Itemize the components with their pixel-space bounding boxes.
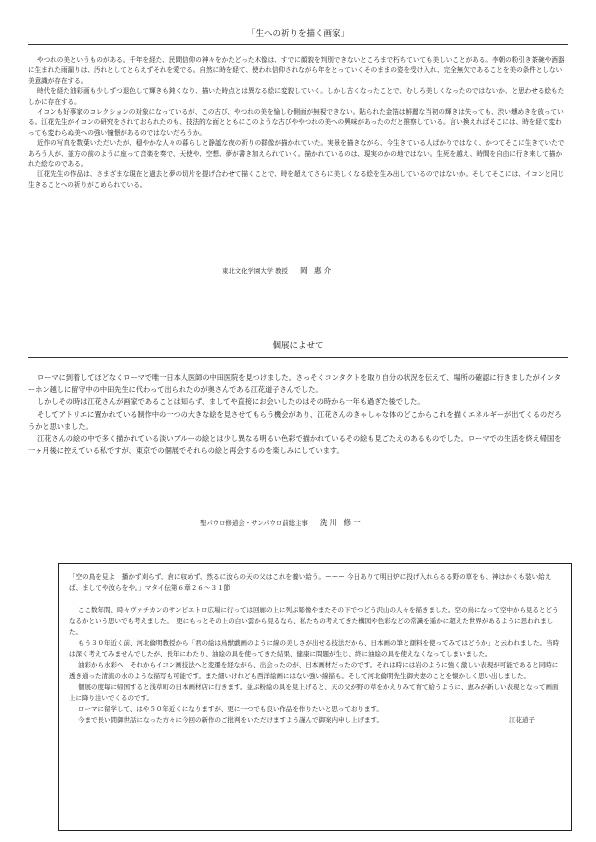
section2-paragraph: そしてアトリエに置かれている制作中の一つの大きな絵を見させてもらう機会があり、江花さんのきゃしゃな体のどこからこれを描くエネルギーが出てくるのだろうかと思いました。 xyxy=(28,409,562,431)
signature-name: 洗川 修一 xyxy=(319,518,363,527)
section2-paragraph: しかしその時は江花さんが画家であることは知らず、ましてや直接にお会いしたのはその時から一年も過ぎた後でした。 xyxy=(37,397,425,407)
statement-paragraph: ここ数年間、時々ヴァチカンのサンピエトロ広場に行っては回廊の上に列ぶ彫像やまたその下でつどう沢山の人々を描きました。空の鳥になって空中から見るとどうなるかという思いでも考えました。 更にもっとその上の白い雲から見るなら、私たちの考えてきた構図や色彩などの常識を遥かに超えた世界があるように思われました。 xyxy=(69,606,559,637)
signature-affiliation: 聖パウロ修道会・サンパウロ前総主事 xyxy=(200,519,308,527)
section2-body xyxy=(28,372,568,457)
artist-statement-box xyxy=(58,563,572,831)
statement-paragraph: もう３０年近く前、河北倫明教授から「君の絵は鳥獣戯画のように線の美しさが出せる技法だから、日本画の筆と顔料を使ってみてはどうか」と云われました。当時は深く考えてみませんでしたが、長年にわたり、油絵の具を使ってきた結果、健康に問題が生じ、終に油絵の具を使えなくなってしまいました。 xyxy=(69,639,559,659)
signature-affiliation: 東北文化学園大学 教授 xyxy=(222,267,288,275)
section1-paragraph: 江花先生の作品は、さまざまな現在と過去と夢の切片を提げ合わせて描くことで、時を超えてさらに美しくなる絵を生み出しているのではないか。そしてそこには、イコンと同じ生きることへの祈りがこめられている。 xyxy=(28,170,565,189)
section1-paragraph: 近作の写真を数葉いただいたが、穏やかな人々の暮らしと静謐な夜の祈りの群像が描かれていた。実景を描きながら、今生きている人ばかりではなく、かつてそこに生きていたであろう人が、並方の前のように座って音楽を奏で、天使や、空想、夢が書き加えられていく。描かれているのは、現実のかの地ではない。生死を越え、時間を自由に行き来して描かれた絵なのである。 xyxy=(28,139,565,169)
section1-divider xyxy=(28,44,568,45)
section2-paragraph: 江花さんの絵の中で多く描かれている淡いブルーの絵とは少し異なる明るい色彩で描かれているその絵も見ごたえのあるものでした。ローマでの生活を終え帰国を一ヶ月後に控えている私ですが、東京での個展でそれらの絵と再会するのを楽しみにしています。 xyxy=(28,434,562,456)
statement-paragraph: ローマに留学して、はや５０年近くになりますが、更に一つでも良い作品を作りたいと思っております。 xyxy=(78,705,383,714)
section1-paragraph: イコンも好事家のコレクションの対象になっているが、この古び、やつれの美を愉しむ側面が無視できない。貼られた金箔は鮮麗な当初の輝きは失っても、渋い燻めきを放っている。江花先生がイコンの研究をされておられたのも、技法的な面とともにこのような古びややつれの美への興味があったのだと推察している。言い換えればそこには、時を経て変わっても変わらぬ美への強い憧憬があるのではないだろうか。 xyxy=(28,108,564,137)
section1-paragraph: 時代を経た油彩画も少しずつ退色して輝きも鈍くなり、描いた時点とは異なる絵に変貌していく。しかし古くなったことで、むしろ美しくなったのではないか、と思わせる絵もたしかに存在する。 xyxy=(28,87,565,106)
statement-paragraph: 油彩から水彩へ それからイコン画技法へと変遷を経ながら、出会ったのが、日本画材だったのです。それは時には岩のように強く激しい表現が可能であると同時に透き通った清流の水のような描写も可能です。また細いけれども西洋絵画にはない強い線描も。そして河北倫明先生御夫妻のことを懐かしく思い出しました。 xyxy=(69,661,559,681)
section1-body xyxy=(28,55,568,190)
section1-title: 「生への祈りを描く画家」 xyxy=(246,29,349,39)
closing-text: 今まで長い間御世話になった方々に今回の新作のご批判をいただけますよう謹んで御案内申し上げます。 xyxy=(78,716,383,725)
section1-signature xyxy=(222,266,333,276)
section2-divider xyxy=(28,357,568,358)
closing-line xyxy=(69,715,561,726)
section2-paragraph: ローマに到着してほどなくローマで唯一日本人医師の中田医院を見つけました。さっそくコンタクトを取り自分の状況を伝えて、場所の確認に行きましたがインターホン越しに留守中の中田先生に代わって出られたのが奥さんである江花道子さんでした。 xyxy=(28,373,561,395)
statement-paragraph: 個展の度毎に帰国すると浅草町の日本画材店に行きます。並ぶ粉絵の具を見上げると、天の父が野の草をかえりみて育て給うように、恵みが新しい表現となって画面上に降り注いでくるのです。 xyxy=(69,683,559,703)
signature-name: 岡 惠介 xyxy=(299,266,334,275)
scripture-quote: 「空の鳥を見よ 播かず刈らず、倉に収めず、然るに汝らの天の父はこれを養い給う。ーーー 今日ありて明日炉に投げ入れらるる野の草をも、神はかくも装い給えば、ましてや汝らをや。」マタイ伝第６章２６～３１節 xyxy=(69,573,552,592)
section2-signature xyxy=(200,518,363,528)
author-name: 江花道子 xyxy=(509,716,535,725)
section2-title: 個展によせて xyxy=(272,341,324,351)
section1-paragraph: やつれの美というものがある。千年を経た、民間信仰の神々をかたどった木像は、すでに顔貌を判別できないところまで朽ちていても美しいことがある。李朝の粉引き茶碗や酒器に生まれた雨漏りは、汚れとしてとらえずそれを愛でる。自然に時を経て、使われ信仰されながら年をとっていくそのままの姿を受け入れ、完全無欠であることを美の条件としない美意識が存在する。 xyxy=(28,56,565,85)
